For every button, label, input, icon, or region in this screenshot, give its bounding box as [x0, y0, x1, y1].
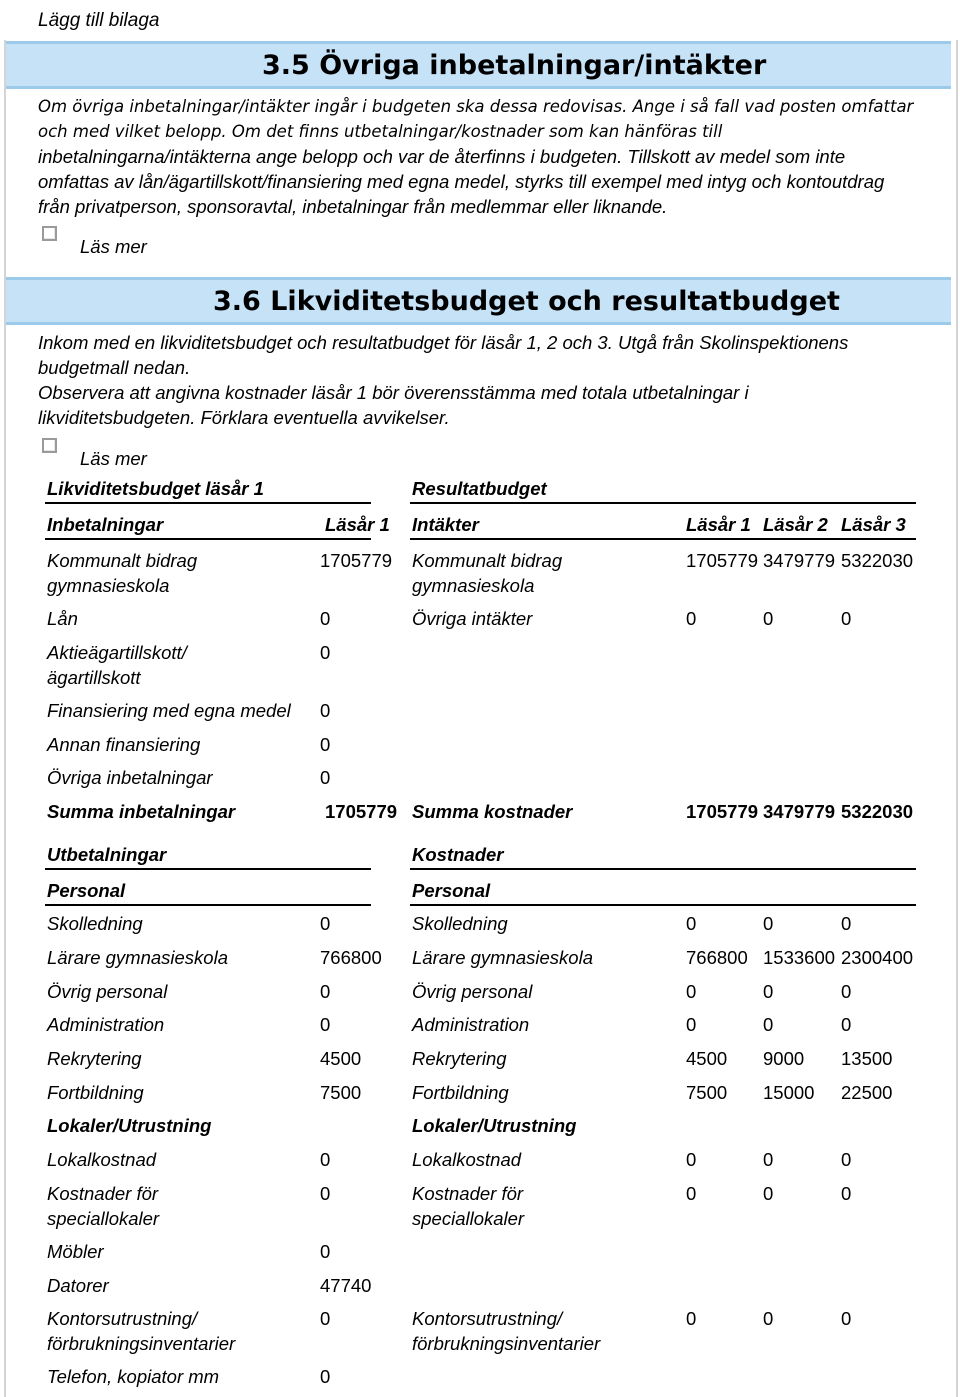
utbetalning-value: 0 — [320, 1241, 331, 1262]
personal-header: Personal — [47, 880, 126, 901]
intakt-value-lasar-1: 1705779 — [686, 550, 759, 571]
utbetalning-value: 766800 — [320, 947, 382, 968]
kostnad-value-lasar-3: 0 — [841, 913, 852, 934]
kostnad-value-lasar-2: 0 — [763, 1183, 774, 1204]
kostnad-label: Kontorsutrustning/ — [412, 1308, 563, 1329]
kostnad-label: Fortbildning — [412, 1082, 509, 1103]
intakt-value-lasar-3: 0 — [841, 608, 852, 629]
utbetalning-value: 0 — [320, 1366, 331, 1387]
column-header-lasar-1: Läsår 1 — [686, 514, 751, 535]
utbetalning-label: Lokalkostnad — [47, 1149, 157, 1170]
kostnad-value-lasar-2: 0 — [763, 1014, 774, 1035]
utbetalning-value: 47740 — [320, 1275, 372, 1296]
kostnad-value-lasar-3: 0 — [841, 1308, 852, 1329]
intakt-label: Övriga intäkter — [412, 608, 533, 629]
read-more-checkbox-3-5[interactable] — [42, 226, 57, 241]
kostnad-label: förbrukningsinventarier — [412, 1333, 601, 1354]
inbetalning-label: Kommunalt bidrag — [47, 550, 198, 571]
utbetalning-value: 0 — [320, 981, 331, 1002]
utbetalning-label: Övrig personal — [47, 981, 168, 1002]
utbetalningar-header: Utbetalningar — [47, 844, 167, 865]
personal-header: Personal — [412, 880, 491, 901]
summa-inbetalningar-value: 1705779 — [325, 801, 398, 822]
divider — [410, 502, 916, 504]
divider — [45, 538, 371, 540]
description-line: från privatperson, sponsoravtal, inbetalningar från medlemmar eller liknande. — [38, 196, 668, 217]
kostnad-value-lasar-2: 1533600 — [763, 947, 836, 968]
description-line: Observera att angivna kostnader läsår 1 bör överensstämma med totala utbetalningar i — [38, 382, 749, 403]
kostnad-value-lasar-2: 9000 — [763, 1048, 805, 1069]
kostnad-value-lasar-1: 4500 — [686, 1048, 728, 1069]
lokaler-header: Lokaler/Utrustning — [47, 1115, 212, 1136]
divider — [410, 538, 916, 540]
utbetalning-label: Administration — [47, 1014, 165, 1035]
column-header-lasar-2: Läsår 2 — [763, 514, 828, 535]
utbetalning-label: Lärare gymnasieskola — [47, 947, 228, 968]
kostnad-value-lasar-2: 0 — [763, 1149, 774, 1170]
kostnad-label: Kostnader för — [412, 1183, 524, 1204]
kostnad-value-lasar-1: 0 — [686, 981, 697, 1002]
utbetalning-value: 0 — [320, 1149, 331, 1170]
inbetalning-value: 0 — [320, 642, 331, 663]
inbetalning-label: Aktieägartillskott/ — [47, 642, 187, 663]
summa-kostnader-lasar-3: 5322030 — [841, 801, 914, 822]
description-line: Om övriga inbetalningar/intäkter ingår i budgeten ska dessa redovisas. Ange i så fall vad posten omfattar — [38, 97, 914, 116]
read-more-link-3-5[interactable]: Läs mer — [80, 236, 147, 257]
intakt-label: gymnasieskola — [412, 575, 535, 596]
utbetalning-label: Rekrytering — [47, 1048, 142, 1069]
kostnad-value-lasar-1: 0 — [686, 1014, 697, 1035]
kostnad-value-lasar-3: 22500 — [841, 1082, 893, 1103]
kostnad-value-lasar-1: 0 — [686, 1149, 697, 1170]
intakt-value-lasar-2: 3479779 — [763, 550, 836, 571]
kostnad-label: Övrig personal — [412, 981, 533, 1002]
kostnad-value-lasar-1: 0 — [686, 913, 697, 934]
read-more-checkbox-3-6[interactable] — [42, 438, 57, 453]
kostnad-value-lasar-3: 13500 — [841, 1048, 893, 1069]
kostnad-label: Rekrytering — [412, 1048, 507, 1069]
kostnad-label: Lärare gymnasieskola — [412, 947, 593, 968]
kostnad-value-lasar-1: 766800 — [686, 947, 748, 968]
utbetalning-value: 4500 — [320, 1048, 362, 1069]
add-attachment-link[interactable]: Lägg till bilaga — [38, 10, 160, 31]
summa-kostnader-lasar-1: 1705779 — [686, 801, 759, 822]
kostnad-value-lasar-3: 0 — [841, 1183, 852, 1204]
section-3-6-description — [38, 330, 918, 430]
description-line: likviditetsbudgeten. Förklara eventuella avvikelser. — [38, 407, 450, 428]
inbetalning-label: Lån — [47, 608, 78, 629]
kostnad-value-lasar-3: 0 — [841, 981, 852, 1002]
kostnad-value-lasar-2: 0 — [763, 1308, 774, 1329]
inbetalning-label: Övriga inbetalningar — [47, 767, 213, 788]
result-budget-title: Resultatbudget — [412, 478, 547, 499]
kostnad-label: Skolledning — [412, 913, 508, 934]
section-3-5-description — [38, 94, 918, 219]
kostnad-value-lasar-3: 0 — [841, 1014, 852, 1035]
kostnad-label: Lokalkostnad — [412, 1149, 522, 1170]
kostnad-value-lasar-3: 2300400 — [841, 947, 914, 968]
utbetalning-label: Möbler — [47, 1241, 104, 1262]
utbetalning-value: 0 — [320, 913, 331, 934]
divider — [410, 904, 916, 906]
liquidity-budget-title: Likviditetsbudget läsår 1 — [47, 478, 264, 499]
inbetalning-value: 0 — [320, 734, 331, 755]
inbetalningar-header: Inbetalningar — [47, 514, 164, 535]
intakter-header: Intäkter — [412, 514, 479, 535]
kostnad-label: speciallokaler — [412, 1208, 525, 1229]
divider — [45, 502, 371, 504]
description-line: och med vilket belopp. Om det finns utbetalningar/kostnader som kan hänföras till — [38, 122, 723, 141]
summa-inbetalningar-label: Summa inbetalningar — [47, 801, 236, 822]
column-header-lasar-3: Läsår 3 — [841, 514, 906, 535]
utbetalning-label: Telefon, kopiator mm — [47, 1366, 220, 1387]
utbetalning-value: 7500 — [320, 1082, 362, 1103]
description-line: budgetmall nedan. — [38, 357, 191, 378]
utbetalning-label: Fortbildning — [47, 1082, 144, 1103]
read-more-link-3-6[interactable]: Läs mer — [80, 448, 147, 469]
utbetalning-label: Skolledning — [47, 913, 143, 934]
column-header-lasar-1: Läsår 1 — [325, 514, 390, 535]
inbetalning-value: 0 — [320, 608, 331, 629]
description-line: inbetalningarna/intäkterna ange belopp och var de återfinns i budgeten. Tillskott av medel som inte — [38, 146, 846, 167]
utbetalning-label: Kontorsutrustning/ — [47, 1308, 198, 1329]
utbetalning-value: 0 — [320, 1308, 331, 1329]
intakt-value-lasar-1: 0 — [686, 608, 697, 629]
kostnader-header: Kostnader — [412, 844, 504, 865]
description-line: Inkom med en likviditetsbudget och resultatbudget för läsår 1, 2 och 3. Utgå från Skolinspektionens — [38, 332, 849, 353]
intakt-label: Kommunalt bidrag — [412, 550, 563, 571]
utbetalning-value: 0 — [320, 1183, 331, 1204]
kostnad-value-lasar-1: 0 — [686, 1183, 697, 1204]
inbetalning-value: 1705779 — [320, 550, 393, 571]
kostnad-value-lasar-2: 0 — [763, 913, 774, 934]
utbetalning-label: Kostnader för — [47, 1183, 159, 1204]
kostnad-value-lasar-2: 15000 — [763, 1082, 815, 1103]
intakt-value-lasar-3: 5322030 — [841, 550, 914, 571]
summa-kostnader-label: Summa kostnader — [412, 801, 573, 822]
kostnad-value-lasar-2: 0 — [763, 981, 774, 1002]
summa-kostnader-lasar-2: 3479779 — [763, 801, 836, 822]
inbetalning-value: 0 — [320, 700, 331, 721]
utbetalning-label: Datorer — [47, 1275, 109, 1296]
inbetalning-label: ägartillskott — [47, 667, 141, 688]
section-header-3-6: 3.6 Likviditetsbudget och resultatbudget — [6, 277, 951, 325]
inbetalning-label: Finansiering med egna medel — [47, 700, 291, 721]
inbetalning-value: 0 — [320, 767, 331, 788]
divider — [45, 904, 371, 906]
divider — [410, 868, 916, 870]
intakt-value-lasar-2: 0 — [763, 608, 774, 629]
kostnad-label: Administration — [412, 1014, 530, 1035]
description-line: omfattas av lån/ägartillskott/finansiering med egna medel, styrks till exempel med intyg och kontoutdrag — [38, 171, 885, 192]
inbetalning-label: Annan finansiering — [47, 734, 201, 755]
inbetalning-label: gymnasieskola — [47, 575, 170, 596]
utbetalning-value: 0 — [320, 1014, 331, 1035]
kostnad-value-lasar-1: 0 — [686, 1308, 697, 1329]
kostnad-value-lasar-3: 0 — [841, 1149, 852, 1170]
utbetalning-label: förbrukningsinventarier — [47, 1333, 236, 1354]
divider — [45, 868, 371, 870]
kostnad-value-lasar-1: 7500 — [686, 1082, 728, 1103]
lokaler-header: Lokaler/Utrustning — [412, 1115, 577, 1136]
section-header-3-5: 3.5 Övriga inbetalningar/intäkter — [6, 41, 951, 89]
utbetalning-label: speciallokaler — [47, 1208, 160, 1229]
